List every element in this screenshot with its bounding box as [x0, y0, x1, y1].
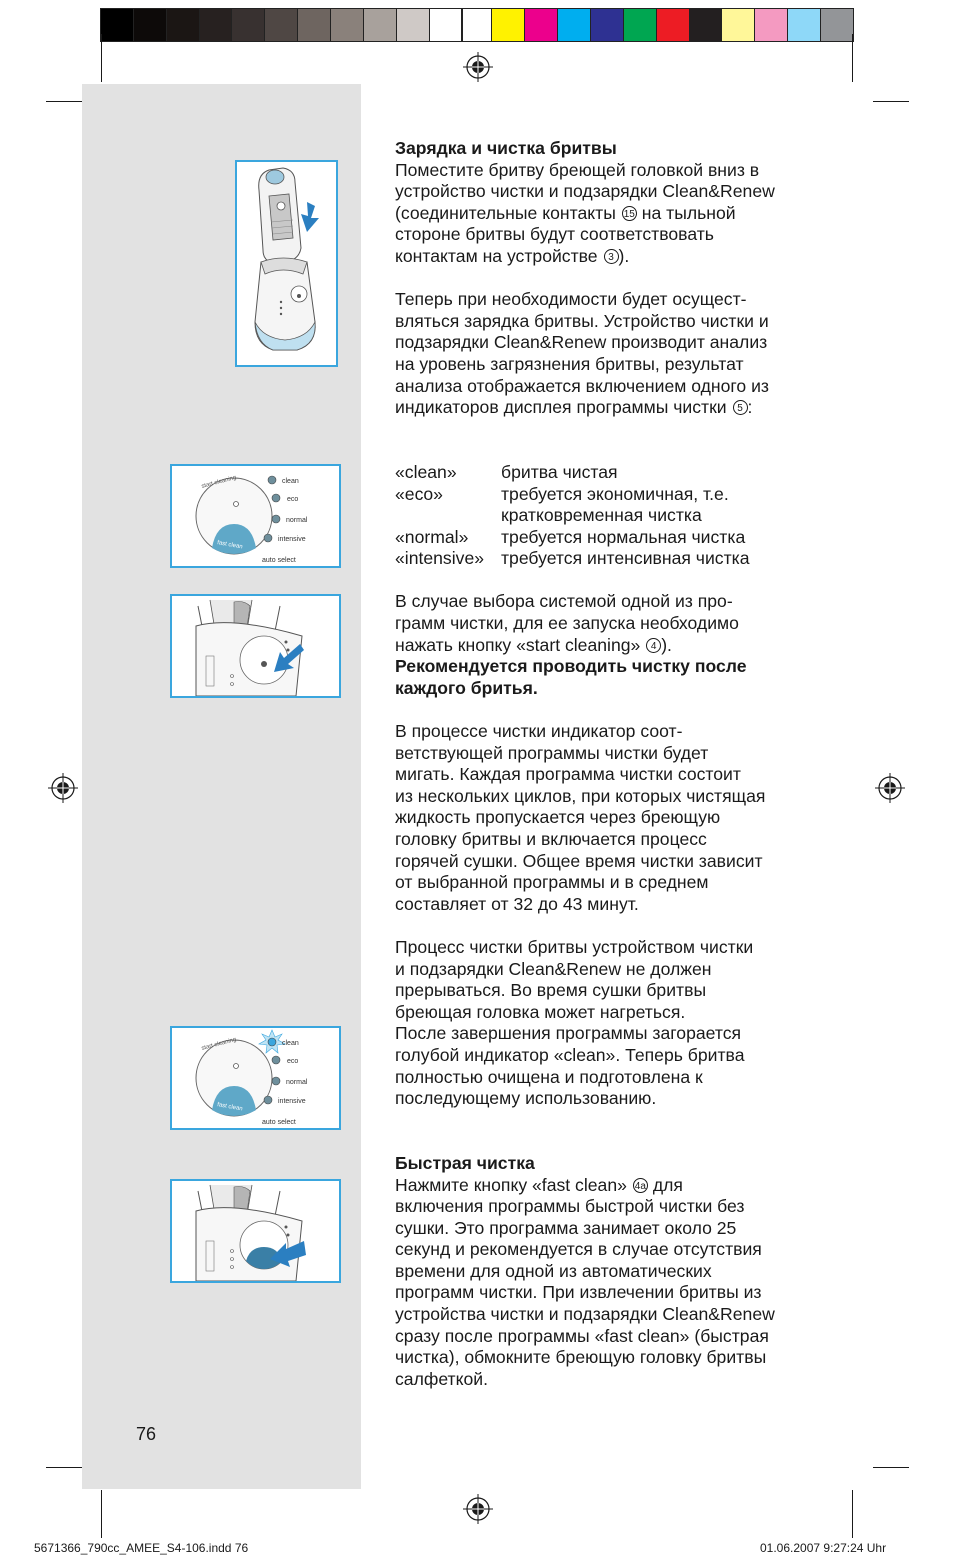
auto-select-label-2: auto select — [262, 1119, 296, 1126]
color-swatch — [167, 9, 200, 41]
color-swatch — [755, 9, 788, 41]
color-swatch — [364, 9, 397, 41]
recommendation-note: Рекомендуется проводить чистку после каждого бритья. — [395, 656, 747, 698]
color-swatch — [690, 9, 723, 41]
normal-indicator-label-2: normal — [286, 1079, 308, 1086]
eco-indicator-label-2: eco — [287, 1058, 299, 1065]
color-swatch — [397, 9, 430, 41]
paragraph-insert-shaver: Поместите бритву бреющей головкой вниз в устройство чистки и подзарядки Clean&Renew (соединительные контакты 15 на тыльной стороне бритвы будут соответствовать контактам на устройстве 3 ). — [395, 159, 775, 266]
paragraph-start-cleaning: В случае выбора системой одной из про- грамм чистки, для ее запуска необходимо нажать кнопку «start cleaning» 4 ). — [395, 591, 739, 655]
table-row: «clean» бритва чистая — [395, 461, 618, 482]
color-swatch — [821, 9, 853, 41]
color-swatch — [430, 9, 463, 41]
color-swatch — [101, 9, 134, 41]
figure-fast-clean-press — [170, 1179, 341, 1283]
ref-4-icon: 4 — [646, 638, 661, 653]
color-calibration-bar — [100, 8, 854, 42]
section-heading-fast-clean: Быстрая чистка — [395, 1152, 535, 1173]
fast-clean-label: fast clean — [216, 540, 243, 551]
program-table — [395, 462, 750, 570]
color-swatch — [558, 9, 591, 41]
ref-5-icon: 5 — [733, 400, 748, 415]
text-column — [395, 138, 825, 1390]
color-swatch — [657, 9, 690, 41]
section-heading-charging: Зарядка и чистка бритвы — [395, 138, 617, 158]
figure-clean-indicator-lit — [170, 1026, 341, 1130]
color-swatch — [298, 9, 331, 41]
table-row: «intensive» требуется интенсивная чистка — [395, 548, 750, 569]
color-swatch — [232, 9, 265, 41]
intensive-indicator-label-2: intensive — [278, 1098, 306, 1105]
paragraph-cleaning-process: В процессе чистки индикатор соот- ветствующей программы чистки будет мигать. Каждая программа чистки состоит из нескольких циклов, при которых чистящая жидкость пропускается через бреющую головку бритвы и включается процесс горячей сушки. Общее время чистки зависит от выбранной программы и в среднем составляет от 32 до 43 минут. — [395, 721, 766, 914]
footer-file-info: 5671366_790cc_AMEE_S4-106.indd 76 — [34, 1541, 249, 1555]
registration-mark-left-icon — [48, 773, 78, 803]
table-row: «normal» требуется нормальная чистка — [395, 526, 746, 547]
color-bar-gap — [462, 9, 492, 41]
paragraph-fast-clean: Нажмите кнопку «fast clean» 4a для включения программы быстрой чистки без сушки. Это программа занимает около 25 секунд и рекомендуется в случае отсутствия времени для одной из автоматических программ чистки. При извлечении бритвы из устройства чистки и подзарядки Clean&Renew сразу после программы «fast clean» (быстрая чистка), обмокните бреющую головку бритвы салфеткой. — [395, 1174, 775, 1389]
figure-indicator-panel — [170, 464, 341, 568]
ref-15-icon: 15 — [622, 206, 637, 221]
auto-select-label: auto select — [262, 557, 296, 564]
registration-mark-bottom-icon — [463, 1494, 493, 1524]
table-row: «eco» требуется экономичная, т.е. кратковременная чистка — [395, 483, 729, 526]
footer-timestamp: 01.06.2007 9:27:24 Uhr — [760, 1541, 887, 1555]
color-swatch — [722, 9, 755, 41]
registration-mark-right-icon — [875, 773, 905, 803]
color-swatch — [525, 9, 558, 41]
color-swatch — [200, 9, 233, 41]
color-swatch — [624, 9, 657, 41]
start-cleaning-label: start cleaning — [200, 474, 237, 490]
eco-indicator-label: eco — [287, 496, 299, 503]
color-swatch — [134, 9, 167, 41]
clean-indicator-label-2: clean — [282, 1040, 299, 1047]
color-swatch — [265, 9, 298, 41]
normal-indicator-label: normal — [286, 517, 308, 524]
color-swatch — [788, 9, 821, 41]
registration-mark-top-icon — [463, 52, 493, 82]
color-swatch — [492, 9, 525, 41]
figure-start-cleaning-press — [170, 594, 341, 698]
clean-indicator-label: clean — [282, 478, 299, 485]
ref-4a-icon: 4a — [633, 1178, 648, 1193]
ref-3-icon: 3 — [604, 249, 619, 264]
fast-clean-label-2: fast clean — [216, 1102, 243, 1113]
color-swatch — [591, 9, 624, 41]
color-swatch — [331, 9, 364, 41]
paragraph-do-not-interrupt: Процесс чистки бритвы устройством чистки и подзарядки Clean&Renew не должен прерываться. Во время сушки бритвы бреющая головка может нагреться. После завершения программы загорается голубой индикатор «clean». Теперь бритва полностью очищена и подготовлена к последующему использованию. — [395, 936, 754, 1109]
figure-shaver-insert — [235, 160, 338, 367]
start-cleaning-label-2: start cleaning — [200, 1036, 237, 1052]
paragraph-analysis: Теперь при необходимости будет осущест- вляться зарядка бритвы. Устройство чистки и подзарядки Clean&Renew производит анализ на уровень загрязнения бритвы, результат анализа отображается включением одного из индикаторов дисплея программы чистки 5 : — [395, 289, 769, 418]
page-number: 76 — [136, 1424, 157, 1444]
intensive-indicator-label: intensive — [278, 536, 306, 543]
